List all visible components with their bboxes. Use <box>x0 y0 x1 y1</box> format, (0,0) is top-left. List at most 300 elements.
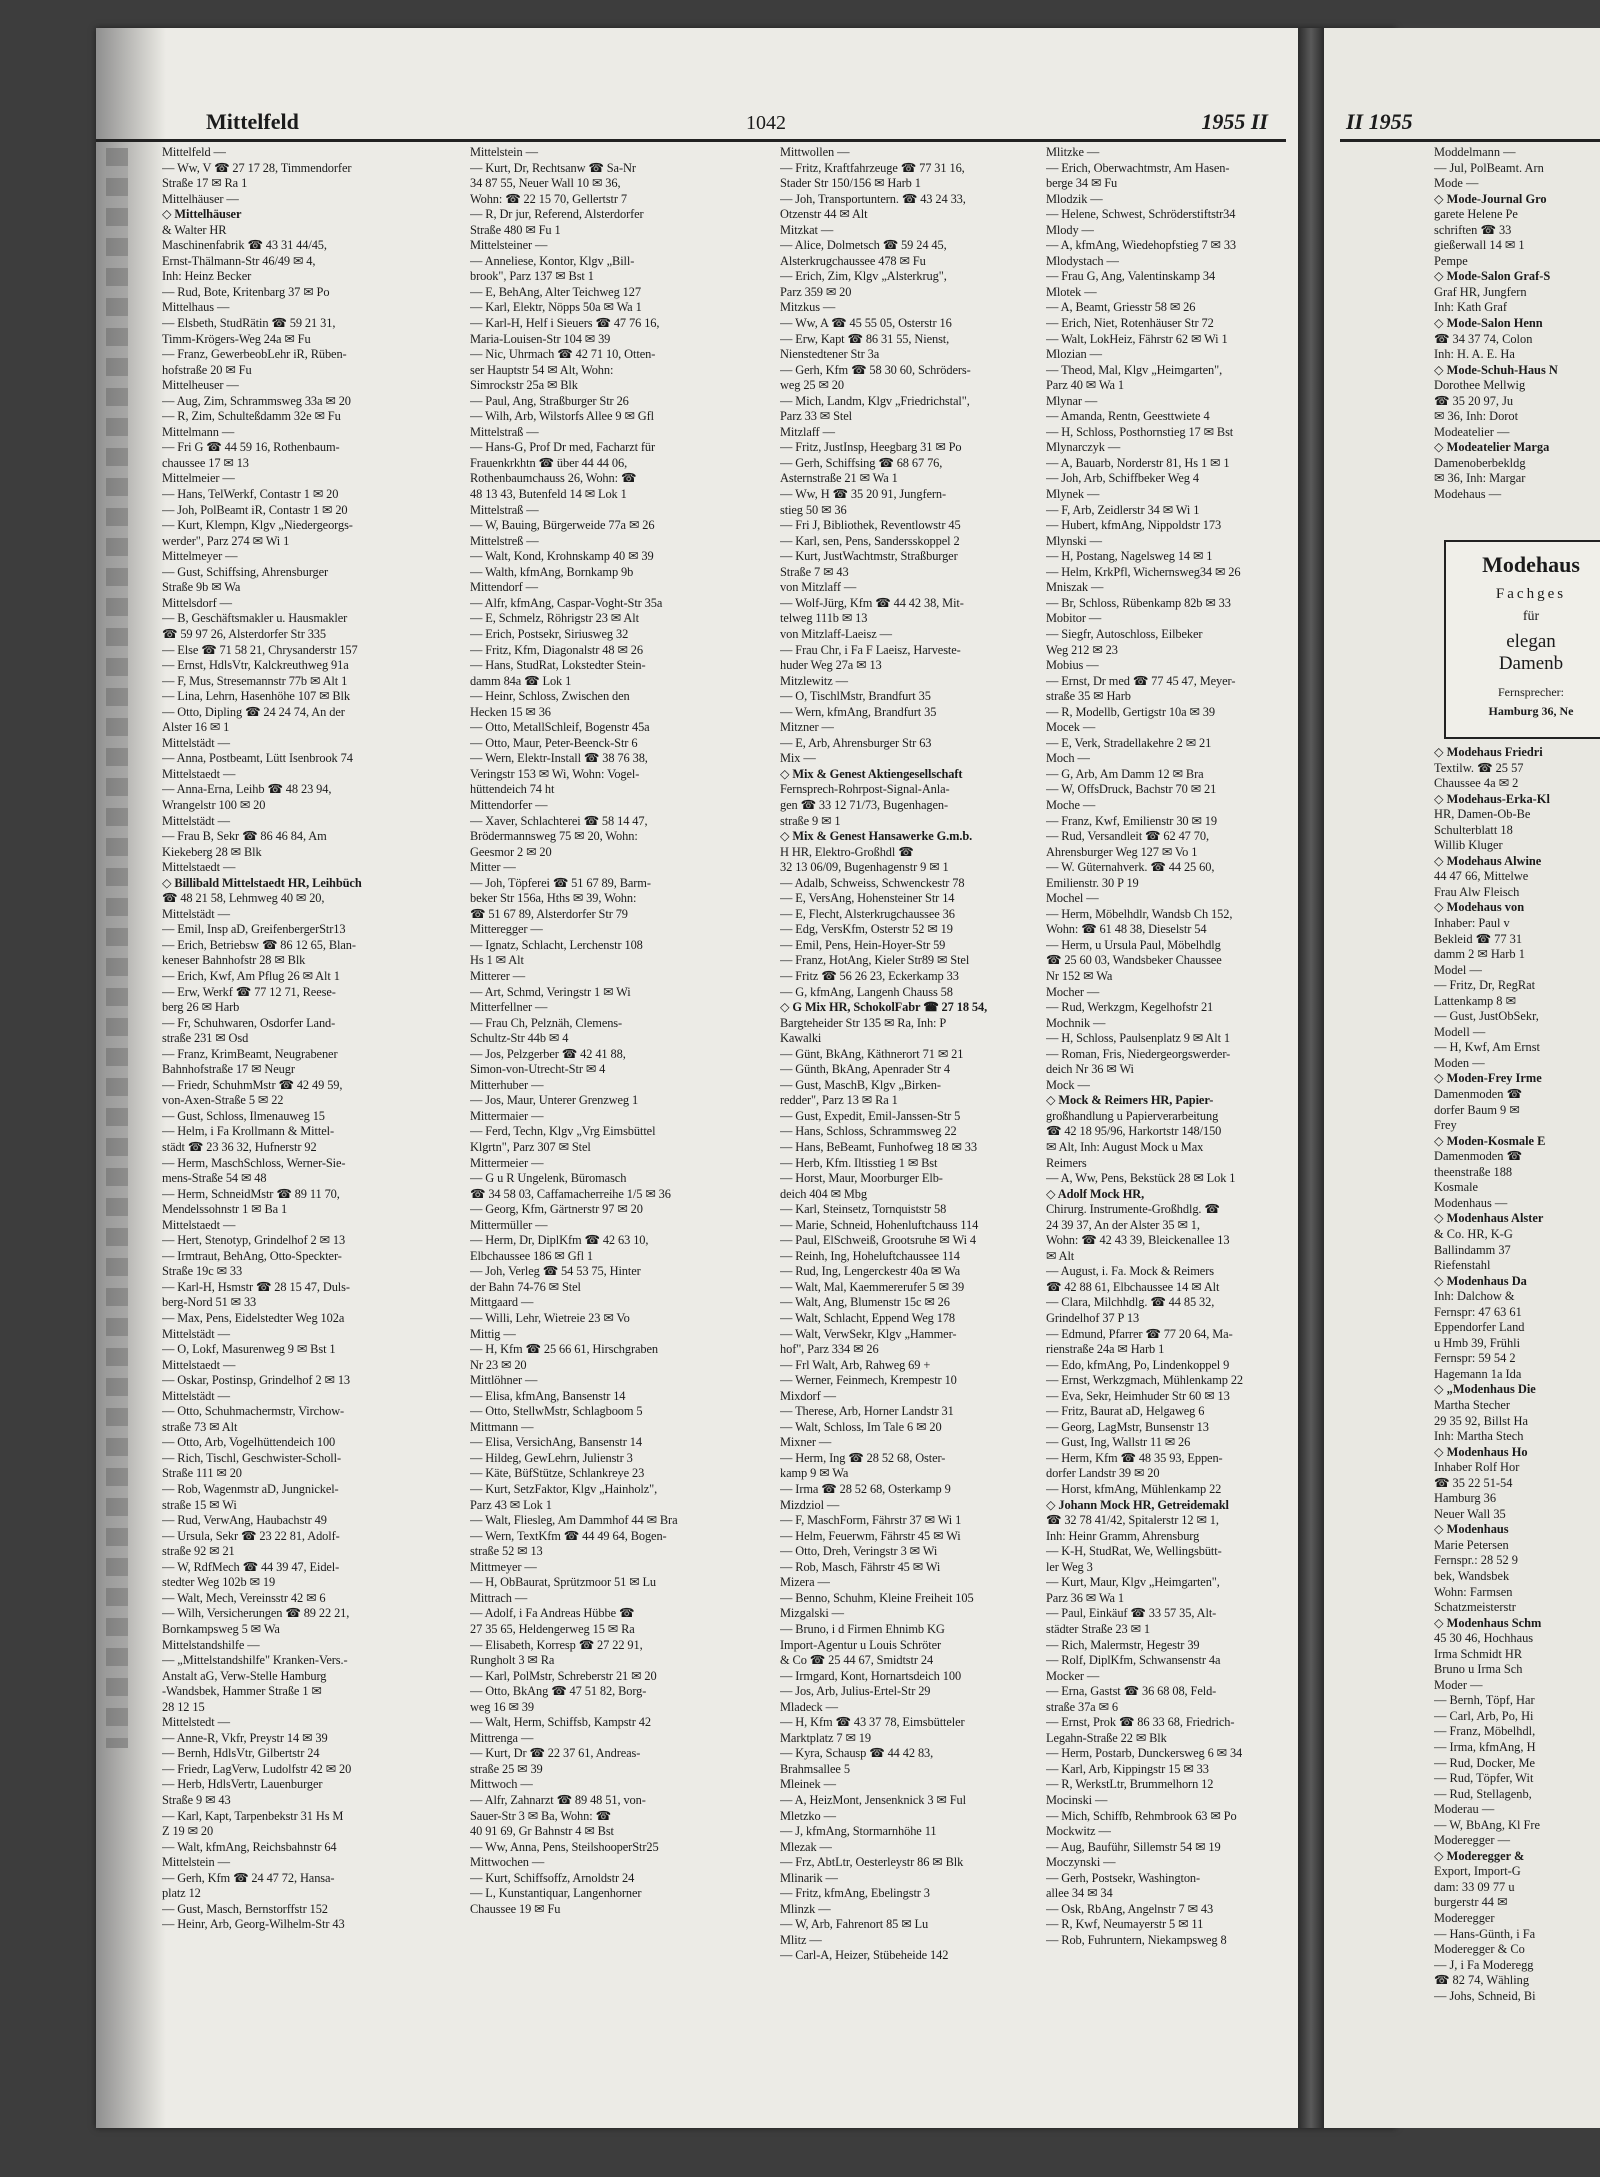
header-year <box>1201 109 1268 135</box>
directory-entry-line: — W, Bauing, Bürgerweide 77a ✉ 26 <box>470 518 655 533</box>
directory-entry-line: Mittlöhner — <box>470 1373 538 1388</box>
directory-entry-line: — Carl-A, Heizer, Stübeheide 142 <box>780 1948 949 1963</box>
directory-entry-line: — Jos, Arb, Julius-Ertel-Str 29 <box>780 1684 931 1699</box>
directory-entry-line: Mittelstaedt — <box>162 1217 236 1232</box>
directory-entry-line: Inh: H. A. E. Ha <box>1434 347 1515 362</box>
directory-entry-line: — Günth, BkAng, Apenrader Str 4 <box>780 1062 951 1077</box>
directory-entry-line: städter Straße 23 ✉ 1 <box>1046 1621 1150 1636</box>
directory-entry-line: — Wolf-Jürg, Kfm ☎ 44 42 38, Mit- <box>780 595 964 610</box>
directory-entry-line: — Georg, Kfm, Gärtnerstr 97 ✉ 20 <box>470 1202 643 1217</box>
directory-entry-line: ☎ 34 37 74, Colon <box>1434 331 1533 346</box>
directory-entry-line: Mittelsdorf — <box>162 595 232 610</box>
directory-entry-line: — Gerh, Schiffsing ☎ 68 67 76, <box>780 455 943 470</box>
directory-entry-line: ✉ 36, Inh: Dorot <box>1434 409 1519 424</box>
ad-line-7: Hamburg 36, Ne <box>1488 704 1574 718</box>
directory-entry-line: Pempe <box>1434 253 1468 268</box>
directory-entry-line: — Hildeg, GewLehrn, Julienstr 3 <box>470 1450 633 1465</box>
directory-entry-line: — Franz, HotAng, Kieler Str89 ✉ Stel <box>780 953 970 968</box>
directory-entry-line: u Hmb 39, Frühli <box>1434 1335 1521 1350</box>
directory-entry-line: — Kurt, SetzFaktor, Klgv „Hainholz", <box>470 1482 658 1497</box>
directory-entry-line: stedter Weg 102b ✉ 19 <box>162 1575 276 1590</box>
directory-entry-line: — Karl-H, Hsmstr ☎ 28 15 47, Duls- <box>162 1279 350 1294</box>
directory-entry-line: Mlitz — <box>780 1932 822 1947</box>
directory-entry-line: dorfer Baum 9 ✉ <box>1434 1102 1520 1117</box>
directory-entry-line: — Otto, Arb, Vogelhüttendeich 100 <box>162 1435 336 1450</box>
directory-entry-line: — Erw, Kapt ☎ 86 31 55, Nienst, <box>780 331 950 346</box>
directory-entry-line: — Fritz, Kfm, Diagonalstr 48 ✉ 26 <box>470 642 643 657</box>
directory-entry-line: Mlynar — <box>1046 393 1098 408</box>
directory-entry-line: berge 34 ✉ Fu <box>1046 176 1118 191</box>
directory-entry-line: Mittelstaedt — <box>162 1357 236 1372</box>
facing-page-header <box>1340 95 1600 142</box>
directory-entry-line: Ahrensburger Weg 127 ✉ Vo 1 <box>1046 844 1198 859</box>
directory-entry-line: — Kurt, JustWachtmstr, Straßburger <box>780 549 958 564</box>
directory-entry-line: bek, Wandsbek <box>1434 1568 1510 1583</box>
directory-entry-line: ☎ 82 74, Wähling <box>1434 1973 1530 1988</box>
facing-page-header-text: II 1955 <box>1346 109 1413 134</box>
ad-line-5: Damenb <box>1498 653 1564 674</box>
directory-entry-line: — Wern, Elektr-Install ☎ 38 76 38, <box>470 751 648 766</box>
directory-entry-line: kamp 9 ✉ Wa <box>780 1466 849 1481</box>
directory-entry-line: Mittelstädt — <box>162 735 230 750</box>
directory-entry-line: deich Nr 36 ✉ Wi <box>1046 1062 1134 1077</box>
directory-entry-line: Inh: Kath Graf <box>1434 300 1507 315</box>
directory-entry-line: ◇ Modehaus Friedri <box>1434 745 1543 759</box>
directory-entry-line: Straße 17 ✉ Ra 1 <box>162 176 248 191</box>
directory-entry-line: — Otto, Dreh, Veringstr 3 ✉ Wi <box>780 1544 938 1559</box>
directory-entry-line: — Hans, StudRat, Lokstedter Stein- <box>470 658 646 673</box>
directory-entry-line: ◇ Modenhaus Da <box>1434 1273 1527 1288</box>
directory-entry-line: Mittelhaus — <box>162 300 230 315</box>
directory-entry-line: Mittelstädt — <box>162 906 230 921</box>
directory-entry-line: — Anneliese, Kontor, Klgv „Bill- <box>470 253 635 268</box>
directory-entry-line: Mockwitz — <box>1046 1824 1111 1839</box>
directory-entry-line: Hecken 15 ✉ 36 <box>470 704 551 719</box>
directory-entry-line: — G, kfmAng, Langenh Chauss 58 <box>780 984 953 999</box>
directory-entry-line: Mobius — <box>1046 658 1099 673</box>
directory-entry-line: Hamburg 36 <box>1434 1491 1497 1506</box>
directory-entry-line: Bornkampsweg 5 ✉ Wa <box>162 1621 280 1636</box>
facing-page-column-top <box>1434 145 1599 503</box>
directory-entry-line: Mittelstraß — <box>470 424 539 439</box>
directory-entry-line: ◇ Modehaus-Erka-Kl <box>1434 791 1550 806</box>
directory-entry-line: — Ernst, Werkzgmach, Mühlenkamp 22 <box>1046 1373 1244 1388</box>
directory-entry-line: Emilienstr. 30 P 19 <box>1046 875 1139 890</box>
directory-entry-line: Frau Alw Fleisch <box>1434 884 1520 899</box>
directory-entry-line: — Rud, Ing, Lengerckestr 40a ✉ Wa <box>780 1264 960 1279</box>
directory-entry-line: — Benno, Schuhm, Kleine Freiheit 105 <box>780 1590 974 1605</box>
directory-entry-line: — Irma, kfmAng, H <box>1434 1740 1536 1754</box>
directory-entry-line: H HR, Elektro-Großhdl ☎ <box>780 844 914 859</box>
directory-entry-line: Wrangelstr 100 ✉ 20 <box>162 797 266 812</box>
directory-entry-line: — Franz, Möbelhdl, <box>1434 1724 1536 1739</box>
directory-entry-line: Mitteregger — <box>470 922 543 937</box>
directory-entry-line: — Gust, Ing, Wallstr 11 ✉ 26 <box>1046 1435 1191 1450</box>
directory-entry-line: — Herb, Kfm. Iltisstieg 1 ✉ Bst <box>780 1155 938 1170</box>
directory-entry-line: — W. Güternahverk. ☎ 44 25 60, <box>1046 860 1215 875</box>
directory-entry-line: — Hans-G, Prof Dr med, Facharzt für <box>470 440 656 455</box>
directory-entry-line: Mladeck — <box>780 1699 838 1714</box>
directory-entry-line: Mittelstein — <box>162 1855 230 1870</box>
directory-entry-line: — H, Kfm ☎ 25 66 61, Hirschgraben <box>470 1342 658 1357</box>
directory-entry-line: ◇ Moden-Frey Irme <box>1434 1071 1542 1086</box>
header-year-number: 1955 <box>1201 109 1246 134</box>
directory-entry-line: Wohn: Farmsen <box>1434 1584 1513 1599</box>
directory-entry-line: — Karl, PolMstr, Schreberstr 21 ✉ 20 <box>470 1668 657 1683</box>
directory-entry-line: — Bruno, i d Firmen Ehnimb KG <box>780 1621 945 1636</box>
directory-entry-line: ◇ Modehaus von <box>1434 900 1525 915</box>
directory-entry-line: Frauenkrkhtn ☎ über 44 44 06, <box>470 455 628 470</box>
directory-entry-line: Schatzmeisterstr <box>1434 1600 1516 1615</box>
directory-entry-line: brook", Parz 137 ✉ Bst 1 <box>470 269 594 284</box>
directory-entry-line: — J, i Fa Moderegg <box>1434 1957 1534 1972</box>
directory-entry-line: — Jos, Pelzgerber ☎ 42 41 88, <box>470 1046 626 1061</box>
page-header <box>96 95 1286 142</box>
directory-entry-line: — E, Schmelz, Röhrigstr 23 ✉ Alt <box>470 611 639 626</box>
directory-entry-line: Mittrenga — <box>470 1730 534 1745</box>
directory-entry-line: — Hans, BeBeamt, Funhofweg 18 ✉ 33 <box>780 1140 977 1154</box>
directory-entry-line: Straße 9b ✉ Wa <box>162 580 241 595</box>
directory-entry-line: — E, Arb, Ahrensburger Str 63 <box>780 735 932 750</box>
directory-entry-line: — Erw, Werkf ☎ 77 12 71, Reese- <box>162 984 336 999</box>
directory-entry-line: Moczynski — <box>1046 1855 1116 1870</box>
directory-entry-line: Reimers <box>1046 1155 1087 1170</box>
directory-entry-line: — Adolf, i Fa Andreas Hübbe ☎ <box>470 1606 635 1621</box>
directory-entry-line: — Frau G, Ang, Valentinskamp 34 <box>1046 269 1216 284</box>
directory-entry-line: — G, Arb, Am Damm 12 ✉ Bra <box>1046 766 1204 781</box>
directory-entry-line: straße 9 ✉ 1 <box>780 813 841 828</box>
directory-entry-line: — W, RdfMech ☎ 44 39 47, Eidel- <box>162 1559 340 1574</box>
directory-entry-line: — Walt, LokHeiz, Fährstr 62 ✉ Wi 1 <box>1046 331 1228 346</box>
directory-entry-line: ☎ 59 97 26, Alsterdorfer Str 335 <box>162 626 327 641</box>
directory-entry-line: — Anna, Postbeamt, Lütt Isenbrook 74 <box>162 751 353 766</box>
directory-entry-line: Hagemann 1a Ida <box>1434 1366 1522 1381</box>
directory-entry-line: Mitzlewitz — <box>780 673 848 688</box>
directory-entry-line: Inhaber Rolf Hor <box>1434 1460 1520 1475</box>
directory-entry-line: Inh: Martha Stech <box>1434 1429 1524 1444</box>
directory-entry-line: ◇ Adolf Mock HR, <box>1046 1186 1145 1201</box>
directory-entry-line: Mittendorf — <box>470 580 538 595</box>
directory-entry-line: — Gerh, Kfm ☎ 24 47 72, Hansa- <box>162 1870 335 1885</box>
directory-entry-line: Mittelfeld — <box>162 145 226 159</box>
directory-entry-line: Moche — <box>1046 797 1096 812</box>
directory-entry-line: — F, MaschForm, Fährstr 37 ✉ Wi 1 <box>780 1513 962 1528</box>
directory-entry-line: — Joh, Arb, Schiffbeker Weg 4 <box>1046 471 1199 486</box>
directory-entry-line: ☎ 48 21 58, Lehmweg 40 ✉ 20, <box>162 891 325 906</box>
directory-entry-line: — Hans, TelWerkf, Contastr 1 ✉ 20 <box>162 487 339 502</box>
directory-entry-line: Moderau — <box>1434 1802 1495 1817</box>
directory-entry-line: — Herm, SchneidMstr ☎ 89 11 70, <box>162 1186 340 1201</box>
directory-entry-line: — Frau Chr, i Fa F Laeisz, Harveste- <box>780 642 961 657</box>
directory-entry-line: Mittelstein — <box>470 145 538 159</box>
directory-entry-line: — Therese, Arb, Horner Landstr 31 <box>780 1404 954 1419</box>
directory-entry-line: — Paul, Einkäuf ☎ 33 57 35, Alt- <box>1046 1606 1217 1621</box>
directory-entry-line: — R, Kwf, Neumayerstr 5 ✉ 11 <box>1046 1917 1204 1932</box>
directory-entry-line: — Kurt, Dr ☎ 22 37 61, Andreas- <box>470 1746 641 1761</box>
directory-entry-line: 24 39 37, An der Alster 35 ✉ 1, <box>1046 1217 1200 1232</box>
directory-entry-line: straße 37a ✉ 6 <box>1046 1699 1118 1714</box>
directory-entry-line: — Helene, Schwest, Schröderstiftstr34 <box>1046 207 1236 222</box>
directory-entry-line: Fernsprech-Rohrpost-Signal-Anla- <box>780 782 950 797</box>
directory-entry-line: — A, HeizMont, Jensenknick 3 ✉ Ful <box>780 1792 966 1807</box>
directory-entry-line: — L, Kunstantiquar, Langenhorner <box>470 1886 642 1901</box>
directory-entry-line: — Herm, Möbelhdlr, Wandsb Ch 152, <box>1046 906 1233 921</box>
directory-entry-line: Mlody — <box>1046 222 1094 237</box>
directory-entry-line: Mittelmann — <box>162 424 235 439</box>
directory-entry-line: — August, i. Fa. Mock & Reimers <box>1046 1264 1214 1279</box>
directory-entry-line: Import-Agentur u Louis Schröter <box>780 1637 942 1652</box>
directory-entry-line: Z 19 ✉ 20 <box>162 1824 214 1839</box>
directory-entry-line: Mochnik — <box>1046 1015 1106 1030</box>
directory-entry-line: straße 52 ✉ 13 <box>470 1544 543 1559</box>
directory-entry-line: Moderegger <box>1434 1911 1495 1926</box>
directory-entry-line: Modeatelier — <box>1434 424 1510 439</box>
directory-entry-line: — R, Modellb, Gertigstr 10a ✉ 39 <box>1046 704 1215 719</box>
directory-entry-line: — Günt, BkAng, Käthnerort 71 ✉ 21 <box>780 1046 964 1061</box>
directory-entry-line: Wohn: ☎ 61 48 38, Dieselstr 54 <box>1046 922 1207 937</box>
directory-entry-line: — Rud, Docker, Me <box>1434 1755 1536 1770</box>
directory-entry-line: ◇ Moderegger & <box>1434 1848 1525 1863</box>
directory-entry-line: — H, Kwf, Am Ernst <box>1434 1040 1541 1055</box>
directory-entry-line: ☎ 51 67 89, Alsterdorfer Str 79 <box>470 906 628 921</box>
directory-entry-line: — Alfr, Zahnarzt ☎ 89 48 51, von- <box>470 1792 646 1807</box>
directory-entry-line: burgerstr 44 ✉ <box>1434 1895 1508 1910</box>
directory-entry-line: ◇ Mock & Reimers HR, Papier- <box>1046 1093 1214 1108</box>
directory-entry-line: beker Str 156a, Hths ✉ 39, Wohn: <box>470 891 637 906</box>
directory-entry-line: — Adalb, Schweiss, Schwenckestr 78 <box>780 875 965 890</box>
directory-entry-line: — Ww, H ☎ 35 20 91, Jungfern- <box>780 487 947 502</box>
directory-entry-line: platz 12 <box>162 1886 201 1901</box>
directory-entry-line: — E, Verk, Stradellakehre 2 ✉ 21 <box>1046 735 1212 750</box>
directory-entry-line: — Johs, Schneid, Bi <box>1434 1988 1536 2003</box>
directory-entry-line: — Erich, Betriebsw ☎ 86 12 65, Blan- <box>162 937 356 952</box>
directory-entry-line: — R, Zim, Schulteßdamm 32e ✉ Fu <box>162 409 341 424</box>
page-spine-edge <box>96 28 166 2128</box>
directory-entry-line: — Friedr, LagVerw, Ludolfstr 42 ✉ 20 <box>162 1761 352 1776</box>
directory-entry-line: Mittermaier — <box>470 1108 544 1123</box>
directory-entry-line: — Walt, Mech, Vereinsstr 42 ✉ 6 <box>162 1590 326 1605</box>
directory-entry-line: städt ☎ 23 36 32, Hufnerstr 92 <box>162 1140 317 1154</box>
directory-entry-line: — Wilh, Versicherungen ☎ 89 22 21, <box>162 1606 350 1621</box>
directory-entry-line: — Walt, Herm, Schiffsb, Kampstr 42 <box>470 1715 651 1730</box>
directory-entry-line: Mitterer — <box>470 968 526 983</box>
directory-entry-line: — Art, Schmd, Veringstr 1 ✉ Wi <box>470 984 631 999</box>
directory-entry-line: — Osk, RbAng, Angelnstr 7 ✉ 43 <box>1046 1901 1214 1916</box>
directory-entry-line: deich 404 ✉ Mbg <box>780 1186 868 1201</box>
directory-entry-line: Chaussee 19 ✉ Fu <box>470 1901 561 1916</box>
directory-entry-line: Moddelmann — <box>1434 145 1516 159</box>
directory-entry-line: Mittrach — <box>470 1590 528 1605</box>
directory-entry-line: Straße 111 ✉ 20 <box>162 1466 242 1481</box>
directory-entry-line: — A, Beamt, Griesstr 58 ✉ 26 <box>1046 300 1196 315</box>
directory-entry-line: — Willi, Lehr, Wietreie 23 ✉ Vo <box>470 1311 630 1326</box>
directory-column-2 <box>470 145 720 1917</box>
directory-entry-line: — Kurt, Maur, Klgv „Heimgarten", <box>1046 1575 1220 1590</box>
directory-entry-line: — Karl, Elektr, Nöpps 50a ✉ Wa 1 <box>470 300 642 315</box>
modehaus-advertisement <box>1444 540 1600 739</box>
directory-entry-line: — Hans, Schloss, Schrammsweg 22 <box>780 1124 957 1139</box>
directory-entry-line: Mittwoch — <box>470 1777 533 1792</box>
directory-entry-line: ☎ 25 60 03, Wandsbeker Chaussee <box>1046 953 1222 968</box>
directory-entry-line: Modenhaus — <box>1434 1195 1508 1210</box>
directory-entry-line: Mittelstädt — <box>162 813 230 828</box>
directory-entry-line: — Helm, KrkPfl, Wichernsweg34 ✉ 26 <box>1046 564 1241 579</box>
directory-entry-line: Moderegger — <box>1434 1833 1511 1848</box>
directory-entry-line: Mix — <box>780 751 816 766</box>
directory-entry-line: — Br, Schloss, Rübenkamp 82b ✉ 33 <box>1046 595 1231 610</box>
directory-entry-line: — Rob, Wagenmstr aD, Jungnickel- <box>162 1482 339 1497</box>
directory-entry-line: ◇ Mode-Journal Gro <box>1434 191 1547 206</box>
directory-entry-line: — Kyra, Schausp ☎ 44 42 83, <box>780 1746 934 1761</box>
directory-entry-line: Moder — <box>1434 1677 1483 1692</box>
directory-entry-line: — Elisa, VersichAng, Bansenstr 14 <box>470 1435 642 1450</box>
directory-entry-line: & Co. HR, K-G <box>1434 1226 1513 1241</box>
directory-column-1 <box>162 145 412 1933</box>
directory-entry-line: Damenoberbekldg <box>1434 455 1526 470</box>
directory-entry-line: — Ernst, Dr med ☎ 77 45 47, Meyer- <box>1046 673 1236 688</box>
directory-entry-line: Klgrtn", Parz 307 ✉ Stel <box>470 1140 591 1154</box>
directory-entry-line: 29 35 92, Billst Ha <box>1434 1413 1528 1428</box>
directory-entry-line: Lattenkamp 8 ✉ <box>1434 993 1516 1008</box>
directory-entry-line: Brahmsallee 5 <box>780 1761 850 1776</box>
directory-entry-line: Mittelstraß — <box>470 502 539 517</box>
directory-entry-line: Legahn-Straße 22 ✉ Blk <box>1046 1730 1167 1745</box>
directory-entry-line: — Emil, Pens, Hein-Hoyer-Str 59 <box>780 937 946 952</box>
directory-entry-line: Timm-Krögers-Weg 24a ✉ Fu <box>162 331 311 346</box>
directory-entry-line: Nr 152 ✉ Wa <box>1046 968 1113 983</box>
directory-entry-line: weg 25 ✉ 20 <box>780 378 844 393</box>
directory-entry-line: — Käte, BüfStütze, Schlankreye 23 <box>470 1466 645 1481</box>
directory-entry-line: Hs 1 ✉ Alt <box>470 953 524 968</box>
spine-binding-strip <box>106 148 128 1748</box>
directory-entry-line: Straße 19c ✉ 33 <box>162 1264 243 1279</box>
directory-entry-line: Ballindamm 37 <box>1434 1242 1511 1257</box>
directory-entry-line: — J, kfmAng, Stormarnhöhe 11 <box>780 1824 937 1839</box>
directory-entry-line: — F, Arb, Zeidlerstr 34 ✉ Wi 1 <box>1046 502 1200 517</box>
directory-entry-line: Mittwollen — <box>780 145 850 159</box>
ad-line-6: Fernsprecher: <box>1498 685 1564 699</box>
directory-entry-line: Chaussee 4a ✉ 2 <box>1434 776 1519 791</box>
directory-entry-line: — Amanda, Rentn, Geesttwiete 4 <box>1046 409 1210 424</box>
directory-entry-line: — O, TischlMstr, Brandfurt 35 <box>780 689 931 704</box>
directory-entry-line: Mletzko — <box>780 1808 836 1823</box>
directory-entry-line: — E, Flecht, Alsterkrugchaussee 36 <box>780 906 955 921</box>
directory-entry-line: ◇ „Modenhaus Die <box>1434 1382 1536 1397</box>
directory-entry-line: garete Helene Pe <box>1434 207 1518 222</box>
directory-entry-line: Kiekeberg 28 ✉ Blk <box>162 844 262 859</box>
directory-entry-line: damm 84a ☎ Lok 1 <box>470 673 572 688</box>
directory-entry-line: — Anne-R, Vkfr, Preystr 14 ✉ 39 <box>162 1730 328 1745</box>
directory-entry-line: — Helm, Feuerwm, Fährstr 45 ✉ Wi <box>780 1528 961 1543</box>
directory-entry-line: — Aug, Bauführ, Sillemstr 54 ✉ 19 <box>1046 1839 1221 1854</box>
directory-entry-line: — Rud, VerwAng, Haubachstr 49 <box>162 1513 327 1528</box>
directory-entry-line: — Edo, kfmAng, Po, Lindenkoppel 9 <box>1046 1357 1230 1372</box>
directory-entry-line: — Frau Ch, Pelznäh, Clemens- <box>470 1015 623 1030</box>
directory-entry-line: Mlodystach — <box>1046 253 1119 268</box>
directory-entry-line: — Mich, Landm, Klgv „Friedrichstal", <box>780 393 970 408</box>
directory-entry-line: hof", Parz 334 ✉ 26 <box>780 1342 879 1357</box>
directory-entry-line: Bargteheider Str 135 ✉ Ra, Inh: P <box>780 1015 947 1030</box>
directory-entry-line: Anstalt aG, Verw-Stelle Hamburg <box>162 1668 327 1683</box>
directory-entry-line: Mittelstaedt — <box>162 766 236 781</box>
directory-entry-line: — Werner, Feinmech, Krempestr 10 <box>780 1373 957 1388</box>
directory-entry-line: — Georg, LagMstr, Bunsenstr 13 <box>1046 1419 1209 1434</box>
directory-entry-line: 34 87 55, Neuer Wall 10 ✉ 36, <box>470 176 621 191</box>
directory-entry-line: ler Weg 3 <box>1046 1559 1093 1574</box>
ad-line-2: Fachges <box>1495 586 1567 602</box>
directory-entry-line: Modehaus — <box>1434 487 1502 502</box>
directory-entry-line: Grindelhof 37 P 13 <box>1046 1311 1140 1326</box>
directory-entry-line: — Frau B, Sekr ☎ 86 46 84, Am <box>162 829 327 844</box>
directory-entry-line: — Elisabeth, Korresp ☎ 27 22 91, <box>470 1637 643 1652</box>
directory-entry-line: Marie Petersen <box>1434 1537 1509 1552</box>
directory-entry-line: Mittelmeyer — <box>162 549 238 564</box>
directory-entry-line: ✉ Alt, Inh: August Mock u Max <box>1046 1140 1204 1154</box>
directory-entry-line: — Frz, AbtLtr, Oesterleystr 86 ✉ Blk <box>780 1855 964 1870</box>
directory-entry-line: ◇ Modenhaus Ho <box>1434 1444 1528 1459</box>
directory-entry-line: — Walt, VerwSekr, Klgv „Hammer- <box>780 1326 957 1341</box>
directory-entry-line: ◇ Modehaus Alwine <box>1434 853 1542 868</box>
directory-entry-line: Otzenstr 44 ✉ Alt <box>780 207 868 222</box>
directory-entry-line: — Gust, JustObSekr, <box>1434 1009 1539 1024</box>
directory-entry-line: — Herm, u Ursula Paul, Möbelhdlg <box>1046 937 1221 952</box>
directory-entry-line: von-Axen-Straße 5 ✉ 22 <box>162 1093 284 1108</box>
directory-entry-line: — Otto, Schuhmachermstr, Virchow- <box>162 1404 345 1419</box>
directory-entry-line: Mittelhäuser — <box>162 191 239 206</box>
directory-entry-line: — Gust, Expedit, Emil-Janssen-Str 5 <box>780 1108 961 1123</box>
directory-entry-line: Ernst-Thälmann-Str 46/49 ✉ 4, <box>162 253 316 268</box>
directory-entry-line: Mixner — <box>780 1435 832 1450</box>
directory-entry-line: — Aug, Zim, Schrammsweg 33a ✉ 20 <box>162 393 351 408</box>
directory-entry-line: ◇ Mittelhäuser <box>162 207 242 222</box>
directory-entry-line: — Gerh, Postsekr, Washington- <box>1046 1870 1201 1885</box>
directory-entry-line: — H, Kfm ☎ 43 37 78, Eimsbütteler <box>780 1715 965 1730</box>
directory-entry-line: — E, VersAng, Hohensteiner Str 14 <box>780 891 955 906</box>
directory-entry-line: Frey <box>1434 1118 1457 1133</box>
directory-entry-line: 32 13 06/09, Bugenhagenstr 9 ✉ 1 <box>780 860 949 875</box>
directory-entry-line: Maschinenfabrik ☎ 43 31 44/45, <box>162 238 327 253</box>
directory-entry-line: hüttendeich 74 ht <box>470 782 555 797</box>
directory-entry-line: — Mich, Schiffb, Rehmbrook 63 ✉ Po <box>1046 1808 1237 1823</box>
directory-entry-line: — Karl, Arb, Kippingstr 15 ✉ 33 <box>1046 1761 1209 1776</box>
directory-entry-line: Alster 16 ✉ 1 <box>162 720 230 735</box>
directory-entry-line: — Rich, Tischl, Geschwister-Scholl- <box>162 1450 342 1465</box>
directory-entry-line: — Walt, Mal, Kaemmererufer 5 ✉ 39 <box>780 1279 965 1294</box>
directory-entry-line: telweg 111b ✉ 13 <box>780 611 868 626</box>
directory-entry-line: Mittermeier — <box>470 1155 544 1170</box>
directory-entry-line: — Rud, Werkzgm, Kegelhofstr 21 <box>1046 1000 1214 1015</box>
directory-entry-line: Mizera — <box>780 1575 830 1590</box>
directory-entry-line: & Walter HR <box>162 222 227 237</box>
directory-entry-line: — Wilh, Arb, Wilstorfs Allee 9 ✉ Gfl <box>470 409 654 424</box>
directory-entry-line: straße 73 ✉ Alt <box>162 1419 238 1434</box>
directory-entry-line: — Kurt, Schiffsoffz, Arnoldstr 24 <box>470 1870 635 1885</box>
directory-entry-line: ◇ Moden-Kosmale E <box>1434 1133 1546 1148</box>
directory-entry-line: — W, Arb, Fahrenort 85 ✉ Lu <box>780 1917 929 1932</box>
directory-entry-line: Mlynarczyk — <box>1046 440 1121 455</box>
directory-entry-line: — Eva, Sekr, Heimhuder Str 60 ✉ 13 <box>1046 1388 1230 1403</box>
directory-entry-line: Parz 359 ✉ 20 <box>780 284 852 299</box>
directory-entry-line: — Ferd, Techn, Klgv „Vrg Eimsbüttel <box>470 1124 656 1139</box>
directory-entry-line: von Mitzlaff-Laeisz — <box>780 626 892 641</box>
directory-entry-line: — Alfr, kfmAng, Caspar-Voght-Str 35a <box>470 595 663 610</box>
directory-entry-line: straße 92 ✉ 21 <box>162 1544 235 1559</box>
directory-entry-line: Parz 40 ✉ Wa 1 <box>1046 378 1124 393</box>
directory-entry-line: dorfer Landstr 39 ✉ 20 <box>1046 1466 1160 1481</box>
directory-entry-line: 28 12 15 <box>162 1699 205 1714</box>
directory-entry-line: — Fritz ☎ 56 26 23, Eckerkamp 33 <box>780 968 959 983</box>
directory-entry-line: — Franz, Kwf, Emilienstr 30 ✉ 19 <box>1046 813 1217 828</box>
